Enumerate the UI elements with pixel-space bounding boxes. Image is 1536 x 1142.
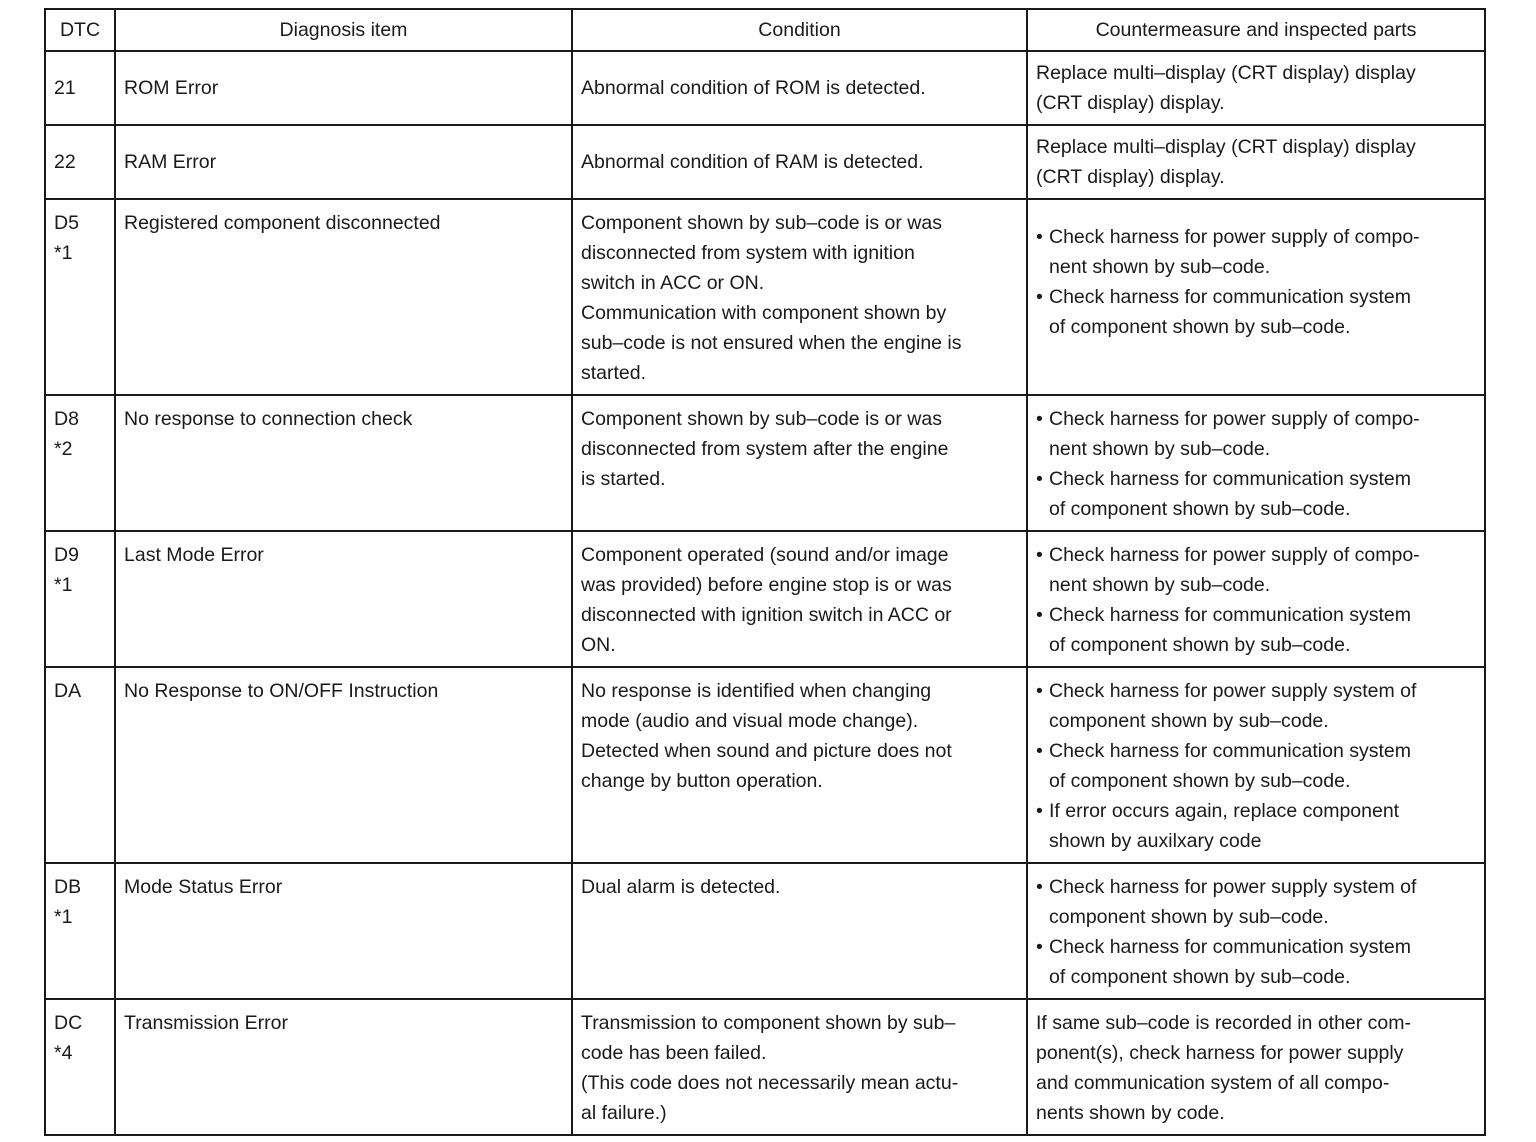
countermeasure-bullet: • Check harness for communication system of component shown by sub–code.	[1036, 604, 1411, 656]
countermeasure-bullet: • Check harness for communication system of component shown by sub–code.	[1036, 936, 1411, 988]
dtc-cell	[45, 125, 115, 199]
table-row	[45, 863, 1485, 999]
countermeasure-list	[1036, 200, 1476, 348]
diagnosis-item: Transmission Error	[124, 1012, 288, 1034]
condition-line: was provided) before engine stop is or was	[581, 574, 952, 596]
dtc-footnote: *4	[54, 1042, 73, 1064]
dtc-code: DA	[54, 680, 82, 702]
condition-line: Detected when sound and picture does not	[581, 740, 952, 762]
table-row	[45, 395, 1485, 531]
condition-line: ON.	[581, 634, 616, 656]
countermeasure-line: If same sub–code is recorded in other com-	[1036, 1012, 1412, 1034]
table-header-row	[45, 9, 1485, 51]
condition-line: is started.	[581, 468, 666, 490]
condition-cell	[572, 863, 1027, 999]
dtc-cell	[45, 199, 115, 395]
dtc-code: DB	[54, 876, 82, 898]
condition-line: Abnormal condition of RAM is detected.	[581, 151, 924, 173]
condition-line: No response is identified when changing	[581, 680, 932, 702]
condition-line: disconnected from system after the engine	[581, 438, 949, 460]
countermeasure-bullet: • Check harness for power supply of compo- nent shown by sub–code.	[1036, 544, 1420, 596]
countermeasure-line: nents shown by code.	[1036, 1102, 1225, 1124]
dtc-cell	[45, 395, 115, 531]
countermeasure-line: (CRT display) display.	[1036, 166, 1225, 188]
dtc-cell	[45, 863, 115, 999]
dtc-cell	[45, 531, 115, 667]
diagnosis-item: Mode Status Error	[124, 876, 283, 898]
countermeasure-bullet: • If error occurs again, replace component shown by auxilxary code	[1036, 800, 1400, 852]
table-row	[45, 667, 1485, 863]
countermeasure-cell	[1027, 51, 1485, 125]
countermeasure-list	[1036, 668, 1476, 862]
countermeasure-bullet: • Check harness for communication system of component shown by sub–code.	[1036, 740, 1411, 792]
condition-line: al failure.)	[581, 1102, 667, 1124]
dtc-cell	[45, 667, 115, 863]
header-countermeasure: Countermeasure and inspected parts	[1027, 9, 1485, 51]
diagnosis-item-cell	[115, 667, 572, 863]
condition-line: started.	[581, 362, 647, 384]
dtc-cell	[45, 51, 115, 125]
condition-cell	[572, 667, 1027, 863]
condition-line: Transmission to component shown by sub–	[581, 1012, 956, 1034]
diagnosis-item: Registered component disconnected	[124, 212, 441, 234]
countermeasure-bullet: • Check harness for power supply system of component shown by sub–code.	[1036, 876, 1417, 928]
condition-cell	[572, 531, 1027, 667]
dtc-code: D9	[54, 544, 79, 566]
condition-line: Component operated (sound and/or image	[581, 544, 949, 566]
dtc-code: D5	[54, 212, 79, 234]
countermeasure-line: ponent(s), check harness for power supply	[1036, 1042, 1404, 1064]
diagnosis-item: ROM Error	[124, 77, 219, 99]
dtc-cell	[45, 999, 115, 1135]
diagnosis-item-cell	[115, 125, 572, 199]
condition-line: disconnected with ignition switch in ACC or	[581, 604, 952, 626]
countermeasure-cell	[1027, 531, 1485, 667]
condition-line: Component shown by sub–code is or was	[581, 408, 942, 430]
diagnosis-item: No response to connection check	[124, 408, 413, 430]
diagnosis-item: RAM Error	[124, 151, 217, 173]
dtc-table	[44, 8, 1486, 1136]
dtc-footnote: *1	[54, 574, 73, 596]
condition-line: sub–code is not ensured when the engine is	[581, 332, 962, 354]
condition-line: Component shown by sub–code is or was	[581, 212, 942, 234]
countermeasure-line: and communication system of all compo-	[1036, 1072, 1390, 1094]
condition-line: mode (audio and visual mode change).	[581, 710, 919, 732]
countermeasure-line: Replace multi–display (CRT display) display	[1036, 62, 1416, 84]
condition-line: Communication with component shown by	[581, 302, 947, 324]
countermeasure-cell	[1027, 999, 1485, 1135]
diagnosis-item: Last Mode Error	[124, 544, 264, 566]
diagnosis-item-cell	[115, 199, 572, 395]
condition-cell	[572, 199, 1027, 395]
countermeasure-bullet: • Check harness for communication system of component shown by sub–code.	[1036, 286, 1411, 338]
countermeasure-line: Replace multi–display (CRT display) display	[1036, 136, 1416, 158]
condition-cell	[572, 395, 1027, 531]
countermeasure-cell	[1027, 667, 1485, 863]
condition-line: Dual alarm is detected.	[581, 876, 781, 898]
countermeasure-cell	[1027, 125, 1485, 199]
table-row	[45, 125, 1485, 199]
condition-cell	[572, 999, 1027, 1135]
diagnosis-item-cell	[115, 999, 572, 1135]
condition-line: change by button operation.	[581, 770, 823, 792]
countermeasure-cell	[1027, 863, 1485, 999]
dtc-code: 22	[54, 151, 76, 173]
condition-line: switch in ACC or ON.	[581, 272, 765, 294]
dtc-footnote: *2	[54, 438, 73, 460]
countermeasure-bullet: • Check harness for power supply of compo- nent shown by sub–code.	[1036, 408, 1420, 460]
condition-line: (This code does not necessarily mean actu-	[581, 1072, 959, 1094]
countermeasure-cell	[1027, 199, 1485, 395]
table-row	[45, 199, 1485, 395]
dtc-code: D8	[54, 408, 79, 430]
header-dtc: DTC	[45, 9, 115, 51]
diagnosis-item-cell	[115, 395, 572, 531]
countermeasure-list	[1036, 396, 1476, 530]
dtc-code: DC	[54, 1012, 83, 1034]
diagnosis-item-cell	[115, 51, 572, 125]
countermeasure-cell	[1027, 395, 1485, 531]
condition-cell	[572, 51, 1027, 125]
condition-cell	[572, 125, 1027, 199]
condition-line: disconnected from system with ignition	[581, 242, 915, 264]
table-row	[45, 531, 1485, 667]
header-condition: Condition	[572, 9, 1027, 51]
countermeasure-list	[1036, 532, 1476, 666]
table-row	[45, 999, 1485, 1135]
diagnosis-item-cell	[115, 863, 572, 999]
diagnosis-item: No Response to ON/OFF Instruction	[124, 680, 439, 702]
table-row	[45, 51, 1485, 125]
countermeasure-line: (CRT display) display.	[1036, 92, 1225, 114]
dtc-footnote: *1	[54, 906, 73, 928]
header-diagnosis-item: Diagnosis item	[115, 9, 572, 51]
countermeasure-list	[1036, 864, 1476, 998]
countermeasure-bullet: • Check harness for communication system of component shown by sub–code.	[1036, 468, 1411, 520]
dtc-footnote: *1	[54, 242, 73, 264]
diagnosis-item-cell	[115, 531, 572, 667]
condition-line: code has been failed.	[581, 1042, 767, 1064]
dtc-code: 21	[54, 77, 76, 99]
countermeasure-bullet: • Check harness for power supply of compo- nent shown by sub–code.	[1036, 226, 1420, 278]
countermeasure-bullet: • Check harness for power supply system of component shown by sub–code.	[1036, 680, 1417, 732]
condition-line: Abnormal condition of ROM is detected.	[581, 77, 926, 99]
